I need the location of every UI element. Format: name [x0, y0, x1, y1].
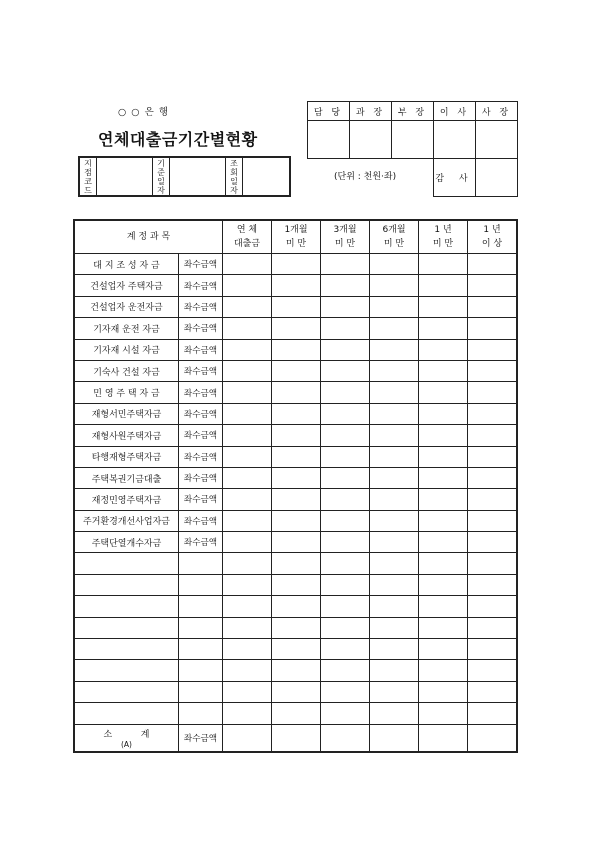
account-name: 건설업자 주택자금 [74, 275, 179, 296]
data-cell[interactable] [272, 403, 321, 424]
data-cell[interactable] [419, 639, 468, 660]
account-name: 재형사원주택자금 [74, 425, 179, 446]
data-cell[interactable] [468, 467, 518, 488]
data-cell[interactable] [223, 296, 272, 317]
table-row [74, 532, 517, 553]
total-row [74, 724, 517, 752]
table-row [74, 425, 517, 446]
data-cell[interactable] [272, 510, 321, 531]
unit-label: 좌수금액 [179, 446, 223, 467]
data-cell[interactable] [223, 553, 272, 574]
data-cell[interactable] [223, 596, 272, 617]
total-label: 소 계 (A) [74, 724, 179, 752]
data-cell[interactable] [321, 510, 370, 531]
data-cell[interactable] [223, 489, 272, 510]
data-cell[interactable] [370, 296, 419, 317]
unit-label [179, 660, 223, 681]
data-cell[interactable] [468, 339, 518, 360]
unit-label: 좌수금액 [179, 467, 223, 488]
data-cell[interactable] [419, 617, 468, 638]
data-cell[interactable] [272, 446, 321, 467]
data-cell[interactable] [370, 467, 419, 488]
col-header-1y-over: 1 년 이 상 [468, 220, 518, 254]
signature-cell[interactable] [476, 121, 518, 159]
total-cell[interactable] [223, 724, 272, 752]
data-cell[interactable] [272, 467, 321, 488]
data-cell[interactable] [223, 639, 272, 660]
data-cell[interactable] [321, 467, 370, 488]
data-cell[interactable] [468, 275, 518, 296]
data-cell[interactable] [321, 446, 370, 467]
table-row [74, 339, 517, 360]
data-cell[interactable] [321, 574, 370, 595]
account-name: 기숙사 건설 자금 [74, 360, 179, 381]
branch-code-label: 지점코드 [79, 157, 97, 196]
data-cell[interactable] [419, 275, 468, 296]
total-cell[interactable] [321, 724, 370, 752]
account-name: 재형서민주택자금 [74, 403, 179, 424]
data-cell[interactable] [223, 360, 272, 381]
data-cell[interactable] [468, 574, 518, 595]
data-cell[interactable] [468, 703, 518, 724]
data-cell[interactable] [419, 339, 468, 360]
data-cell[interactable] [419, 446, 468, 467]
data-cell[interactable] [419, 596, 468, 617]
table-row [74, 318, 517, 339]
data-cell[interactable] [468, 681, 518, 702]
data-cell[interactable] [272, 703, 321, 724]
unit-label: 좌수금액 [179, 532, 223, 553]
data-cell[interactable] [468, 382, 518, 403]
table-row [74, 681, 517, 702]
table-row [74, 382, 517, 403]
data-cell[interactable] [370, 639, 419, 660]
data-cell[interactable] [272, 254, 321, 275]
data-cell[interactable] [272, 382, 321, 403]
data-cell[interactable] [223, 510, 272, 531]
overdue-loan-table [73, 219, 518, 753]
account-name: 민 영 주 택 자 금 [74, 382, 179, 403]
data-cell[interactable] [370, 596, 419, 617]
data-cell[interactable] [370, 617, 419, 638]
unit-label: 좌수금액 [179, 254, 223, 275]
account-name: 대 지 조 성 자 금 [74, 254, 179, 275]
data-cell[interactable] [223, 254, 272, 275]
table-row [74, 254, 517, 275]
data-cell[interactable] [370, 318, 419, 339]
data-cell[interactable] [370, 446, 419, 467]
account-name [74, 660, 179, 681]
data-cell[interactable] [321, 553, 370, 574]
data-cell[interactable] [272, 639, 321, 660]
code-date-box [78, 156, 291, 197]
data-cell[interactable] [419, 660, 468, 681]
unit-label: 좌수금액 [179, 318, 223, 339]
data-cell[interactable] [272, 489, 321, 510]
data-cell[interactable] [370, 425, 419, 446]
total-cell[interactable] [419, 724, 468, 752]
data-cell[interactable] [321, 532, 370, 553]
data-cell[interactable] [370, 553, 419, 574]
audit-label [434, 159, 476, 197]
approval-table [307, 101, 518, 197]
audit-label-text: 감 사 [435, 174, 474, 184]
data-cell[interactable] [468, 254, 518, 275]
data-cell[interactable] [370, 254, 419, 275]
unit-label: 좌수금액 [179, 425, 223, 446]
data-cell[interactable] [468, 403, 518, 424]
data-cell[interactable] [370, 360, 419, 381]
table-row [74, 639, 517, 660]
data-cell[interactable] [223, 275, 272, 296]
data-cell[interactable] [272, 318, 321, 339]
data-cell[interactable] [468, 360, 518, 381]
data-cell[interactable] [419, 489, 468, 510]
data-cell[interactable] [272, 532, 321, 553]
data-cell[interactable] [321, 489, 370, 510]
data-cell[interactable] [272, 339, 321, 360]
data-cell[interactable] [321, 703, 370, 724]
data-cell[interactable] [370, 489, 419, 510]
table-row [74, 660, 517, 681]
data-cell[interactable] [468, 617, 518, 638]
data-cell[interactable] [370, 532, 419, 553]
table-row [74, 703, 517, 724]
account-name: 기자재 시설 자금 [74, 339, 179, 360]
data-cell[interactable] [223, 532, 272, 553]
data-cell[interactable] [468, 553, 518, 574]
base-date-field[interactable] [170, 157, 226, 196]
data-cell[interactable] [419, 254, 468, 275]
data-cell[interactable] [468, 296, 518, 317]
data-cell[interactable] [370, 660, 419, 681]
data-cell[interactable] [419, 318, 468, 339]
table-row [74, 446, 517, 467]
data-cell[interactable] [321, 681, 370, 702]
table-row [74, 574, 517, 595]
data-cell[interactable] [370, 275, 419, 296]
unit-label [179, 553, 223, 574]
data-cell[interactable] [468, 318, 518, 339]
data-cell[interactable] [223, 318, 272, 339]
data-cell[interactable] [223, 703, 272, 724]
data-cell[interactable] [223, 382, 272, 403]
data-cell[interactable] [321, 403, 370, 424]
approval-label-director: 이 사 [434, 102, 476, 121]
data-cell[interactable] [468, 489, 518, 510]
unit-label: 좌수금액 [179, 339, 223, 360]
data-cell[interactable] [468, 639, 518, 660]
data-cell[interactable] [272, 574, 321, 595]
account-name: 기자재 운전 자금 [74, 318, 179, 339]
approval-label-section-chief: 과 장 [350, 102, 392, 121]
account-name [74, 553, 179, 574]
data-cell[interactable] [370, 339, 419, 360]
data-cell[interactable] [321, 382, 370, 403]
data-cell[interactable] [321, 275, 370, 296]
data-cell[interactable] [321, 360, 370, 381]
account-name [74, 574, 179, 595]
data-cell[interactable] [419, 510, 468, 531]
data-cell[interactable] [272, 296, 321, 317]
data-cell[interactable] [321, 339, 370, 360]
data-cell[interactable] [419, 574, 468, 595]
unit-label [179, 703, 223, 724]
account-name [74, 703, 179, 724]
signature-cell[interactable] [308, 121, 350, 159]
data-cell[interactable] [321, 318, 370, 339]
data-cell[interactable] [419, 425, 468, 446]
unit-label: 좌수금액 [179, 275, 223, 296]
data-cell[interactable] [370, 574, 419, 595]
query-date-field[interactable] [243, 157, 291, 196]
data-cell[interactable] [321, 296, 370, 317]
data-cell[interactable] [223, 660, 272, 681]
data-cell[interactable] [419, 382, 468, 403]
data-cell[interactable] [223, 403, 272, 424]
data-cell[interactable] [419, 553, 468, 574]
account-name: 타행재형주택자금 [74, 446, 179, 467]
data-cell[interactable] [419, 360, 468, 381]
data-cell[interactable] [419, 467, 468, 488]
data-cell[interactable] [468, 510, 518, 531]
page-title: 연체대출금기간별현황 [98, 130, 258, 149]
data-cell[interactable] [468, 596, 518, 617]
unit-note: (단위 : 천원·좌) [334, 172, 397, 182]
account-header: 계 정 과 목 [74, 220, 223, 254]
account-name: 주거환경개선사업자금 [74, 510, 179, 531]
data-cell[interactable] [370, 681, 419, 702]
data-cell[interactable] [223, 574, 272, 595]
unit-label: 좌수금액 [179, 360, 223, 381]
unit-label [179, 617, 223, 638]
unit-label: 좌수금액 [179, 382, 223, 403]
signature-cell[interactable] [434, 121, 476, 159]
unit-label: 좌수금액 [179, 510, 223, 531]
data-cell[interactable] [468, 660, 518, 681]
table-row [74, 596, 517, 617]
total-cell[interactable] [468, 724, 518, 752]
total-cell[interactable] [370, 724, 419, 752]
col-header-1m: 1개월 미 만 [272, 220, 321, 254]
table-row [74, 489, 517, 510]
col-header-6m: 6개월 미 만 [370, 220, 419, 254]
data-cell[interactable] [419, 703, 468, 724]
unit-label: 좌수금액 [179, 296, 223, 317]
branch-code-field[interactable] [97, 157, 153, 196]
data-cell[interactable] [272, 360, 321, 381]
data-cell[interactable] [370, 703, 419, 724]
account-name [74, 639, 179, 660]
data-cell[interactable] [419, 403, 468, 424]
data-cell[interactable] [370, 382, 419, 403]
header-row [74, 220, 517, 254]
unit-label [179, 639, 223, 660]
table-row [74, 467, 517, 488]
data-cell[interactable] [419, 681, 468, 702]
query-date-label: 조회일자 [226, 157, 243, 196]
data-cell[interactable] [272, 596, 321, 617]
data-cell[interactable] [223, 681, 272, 702]
data-cell[interactable] [321, 660, 370, 681]
data-cell[interactable] [419, 296, 468, 317]
account-name: 재정민영주택자금 [74, 489, 179, 510]
account-name: 주택단열개수자금 [74, 532, 179, 553]
data-cell[interactable] [272, 553, 321, 574]
approval-label-president: 사 장 [476, 102, 518, 121]
unit-label [179, 681, 223, 702]
bank-name: ○ ○ 은 행 [118, 107, 169, 118]
account-name: 건설업자 운전자금 [74, 296, 179, 317]
table-row [74, 510, 517, 531]
data-cell[interactable] [321, 254, 370, 275]
signature-cell[interactable] [350, 121, 392, 159]
data-cell[interactable] [272, 660, 321, 681]
approval-label-staff: 담 당 [308, 102, 350, 121]
data-cell[interactable] [370, 510, 419, 531]
table-row [74, 553, 517, 574]
data-cell[interactable] [223, 425, 272, 446]
account-name [74, 617, 179, 638]
data-cell[interactable] [223, 446, 272, 467]
col-header-3m: 3개월 미 만 [321, 220, 370, 254]
unit-label: 좌수금액 [179, 403, 223, 424]
data-cell[interactable] [223, 467, 272, 488]
data-cell[interactable] [223, 339, 272, 360]
data-cell[interactable] [272, 681, 321, 702]
data-cell[interactable] [272, 425, 321, 446]
unit-label [179, 596, 223, 617]
total-unit-label: 좌수금액 [179, 724, 223, 752]
overdue-header: 연 체 대출금 [223, 220, 272, 254]
total-cell[interactable] [272, 724, 321, 752]
data-cell[interactable] [223, 617, 272, 638]
table-row [74, 403, 517, 424]
account-name [74, 596, 179, 617]
data-cell[interactable] [321, 617, 370, 638]
data-cell[interactable] [468, 446, 518, 467]
data-cell[interactable] [321, 639, 370, 660]
base-date-label: 기준일자 [153, 157, 170, 196]
data-cell[interactable] [419, 532, 468, 553]
signature-cell[interactable] [392, 121, 434, 159]
account-name [74, 681, 179, 702]
unit-label: 좌수금액 [179, 489, 223, 510]
audit-signature-cell[interactable] [476, 159, 518, 197]
data-cell[interactable] [321, 425, 370, 446]
account-name: 주택복권기금대출 [74, 467, 179, 488]
data-cell[interactable] [370, 403, 419, 424]
data-cell[interactable] [468, 425, 518, 446]
table-row [74, 275, 517, 296]
data-cell[interactable] [321, 596, 370, 617]
data-cell[interactable] [468, 532, 518, 553]
data-cell[interactable] [272, 617, 321, 638]
table-row [74, 360, 517, 381]
data-cell[interactable] [272, 275, 321, 296]
col-header-1y-under: 1 년 미 만 [419, 220, 468, 254]
table-row [74, 617, 517, 638]
unit-label [179, 574, 223, 595]
table-row [74, 296, 517, 317]
approval-label-dept-head: 부 장 [392, 102, 434, 121]
